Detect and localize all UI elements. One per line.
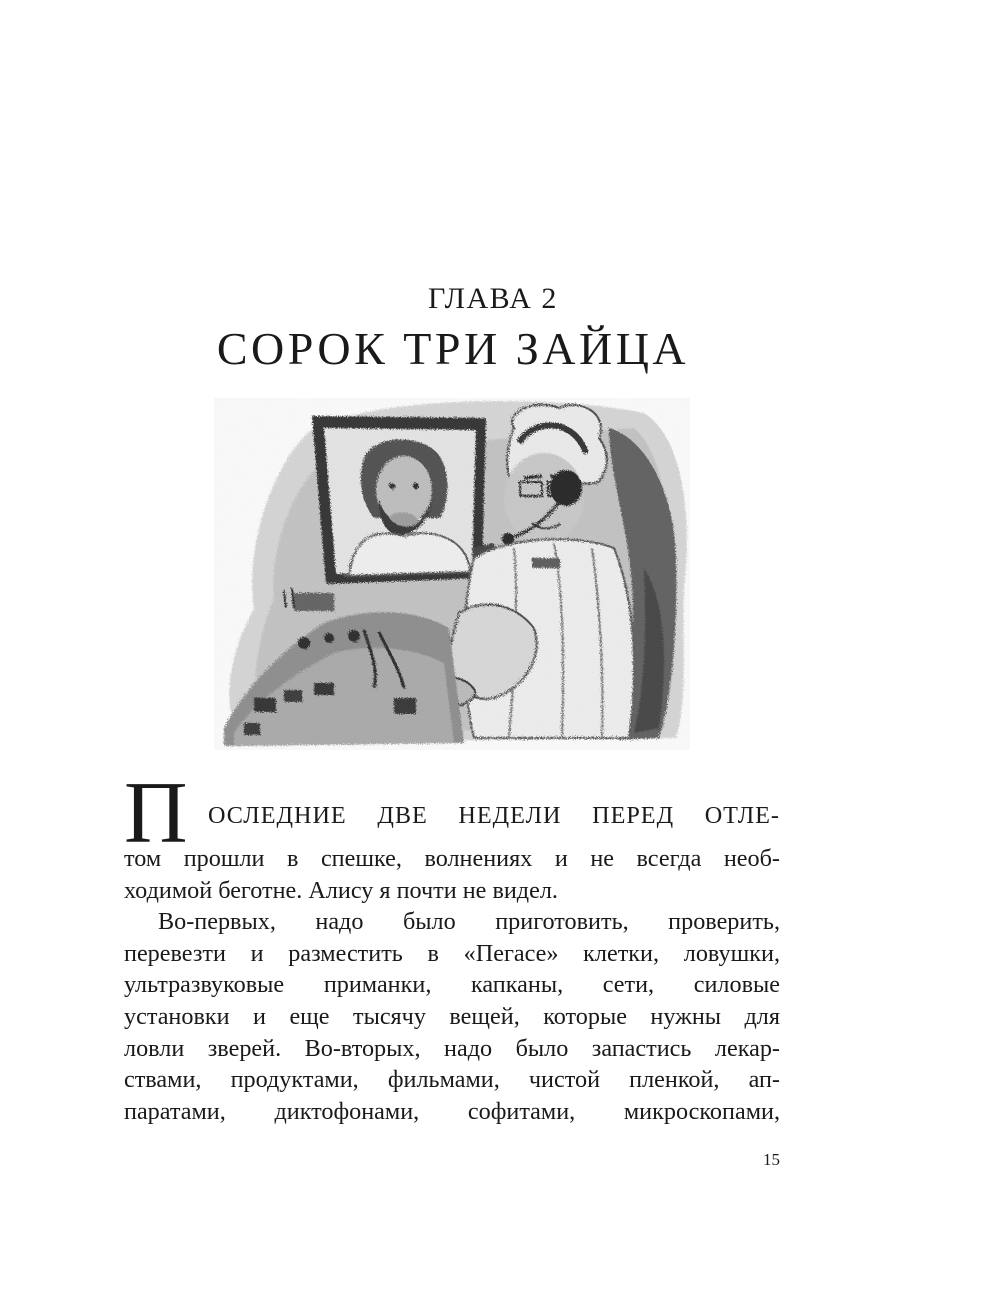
text-line: Во-первых, надо было приготовить, проверить, [158, 908, 780, 936]
chapter-title: СОРОК ТРИ ЗАЙЦА [216, 323, 690, 374]
text-line: установки и еще тысячу вещей, которые нужны для [124, 1002, 780, 1030]
text-line: том прошли в спешке, волнениях и не всегда необ- [124, 845, 780, 872]
text-line: ловли зверей. Во-вторых, надо было запастись лекар- [124, 1034, 780, 1062]
text-line: ходимой беготне. Алису я почти не видел. [124, 876, 558, 904]
text-line: ультразвуковые приманки, капканы, сети, силовые [124, 971, 780, 999]
drop-cap: П [124, 765, 188, 862]
opening-line-text: ОСЛЕДНИЕ ДВЕ НЕДЕЛИ ПЕРЕД ОТЛЕ- [208, 802, 780, 829]
text-line: паратами, диктофонами, софитами, микроскопами, [124, 1097, 780, 1125]
text-line: перевезти и разместить в «Пегасе» клетки, ловушки, [124, 939, 780, 967]
chapter-illustration [214, 398, 690, 750]
body-text [124, 765, 780, 1127]
page-number: 15 [763, 1150, 780, 1169]
text-line: ствами, продуктами, фильмами, чистой пленкой, ап- [124, 1066, 780, 1094]
chapter-label: ГЛАВА 2 [428, 282, 558, 315]
